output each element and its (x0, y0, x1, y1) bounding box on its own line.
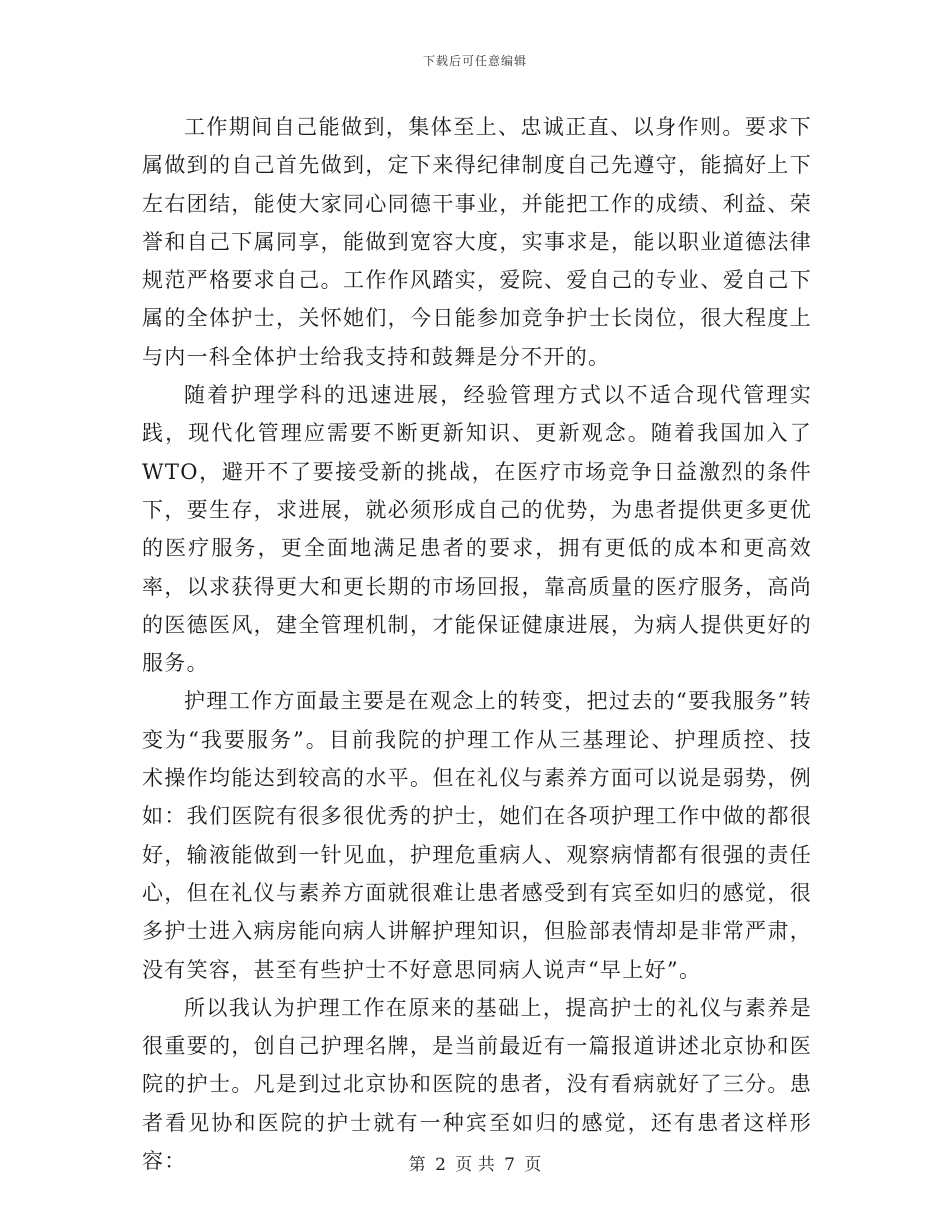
footer-middle: 页 共 (455, 1155, 495, 1175)
paragraph: 随着护理学科的迅速进展，经验管理方式以不适合现代管理实践，现代化管理应需要不断更新知识、更新观念。随着我国加入了WTO，避开不了要接受新的挑战，在医疗市场竞争日益激烈的条件下，要生存，求进展，就必须形成自己的优势，为患者提供更多更优的医疗服务，更全面地满足患者的要求，拥有更低的成本和更高效率，以求获得更大和更长期的市场回报，靠高质量的医疗服务，高尚的医德医风，建全管理机制，才能保证健康进展，为病人提供更好的服务。 (142, 383, 812, 676)
paragraph: 护理工作方面最主要是在观念上的转变，把过去的“要我服务”转变为“我要服务”。目前我院的护理工作从三基理论、护理质控、技术操作均能达到较高的水平。但在礼仪与素养方面可以说是弱势，例如：我们医院有很多很优秀的护士，她们在各项护理工作中做的都很好，输液能做到一针见血，护理危重病人、观察病情都有很强的责任心，但在礼仪与素养方面就很难让患者感受到有宾至如归的感觉，很多护士进入病房能向病人讲解护理知识，但脸部表情却是非常严肃，没有笑容，甚至有些护士不好意思同病人说声“早上好”。 (142, 689, 812, 982)
paragraph: 工作期间自己能做到，集体至上、忠诚正直、以身作则。要求下属做到的自己首先做到，定下来得纪律制度自己先遵守，能搞好上下左右团结，能使大家同心同德干事业，并能把工作的成绩、利益、荣誉和自己下属同享，能做到宽容大度，实事求是，能以职业道德法律规范严格要求自己。工作作风踏实，爱院、爱自己的专业、爱自己下属的全体护士，关怀她们，今日能参加竞争护士长岗位，很大程度上与内一科全体护士给我支持和鼓舞是分不开的。 (142, 115, 812, 369)
page-footer (0, 1150, 950, 1175)
paragraph: 所以我认为护理工作在原来的基础上，提高护士的礼仪与素养是很重要的，创自己护理名牌，是当前最近有一篇报道讲述北京协和医院的护士。凡是到过北京协和医院的患者，没有看病就好了三分。患者看见协和医院的护士就有一种宾至如归的感觉，还有患者这样形容： (142, 995, 812, 1174)
footer-page-number: 2 (435, 1155, 446, 1175)
header-text: 下载后可任意编辑 (422, 54, 527, 68)
footer-total-pages: 7 (504, 1155, 515, 1175)
footer-prefix: 第 (408, 1155, 426, 1175)
footer-suffix: 页 (524, 1155, 542, 1175)
document-body (142, 108, 812, 1180)
page-header (0, 52, 950, 69)
